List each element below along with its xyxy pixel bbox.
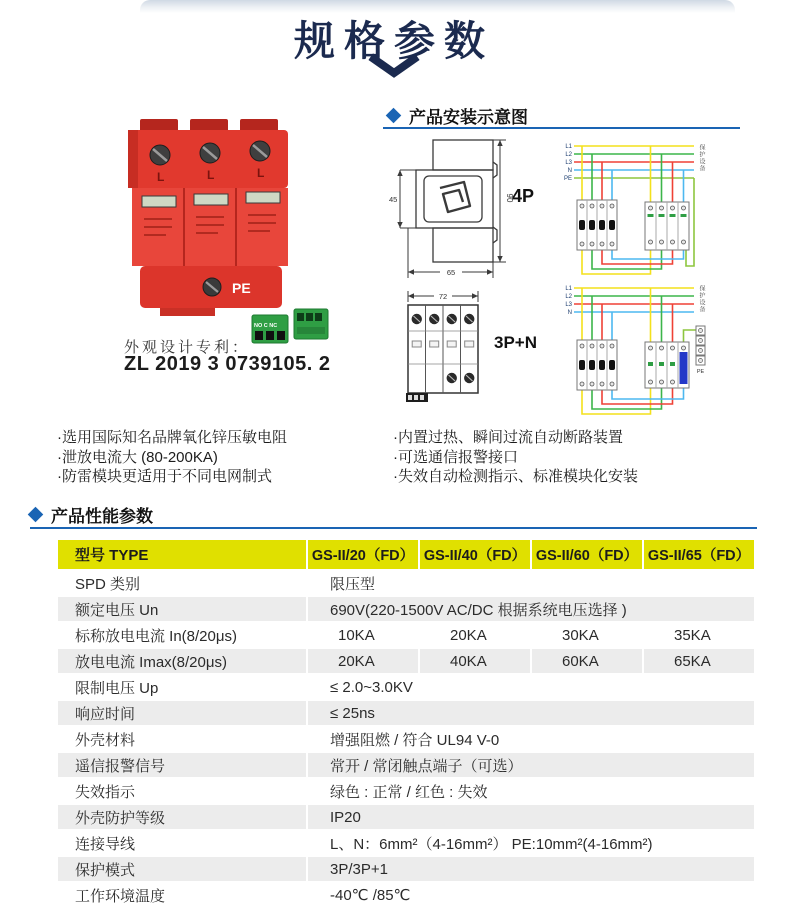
features-left [57,428,287,487]
feature-item: ·防雷模块更适用于不同电网制式 [57,468,272,485]
installation-section-title: 产品安装示意图 [409,108,528,127]
table-row: SPD 类别 限压型 [58,571,754,595]
load-label-3pn: 保护设备 [698,285,704,313]
npe-module [680,352,688,384]
label-3pn: 3P+N [494,333,537,352]
device-pe-label: PE [232,280,251,296]
pe-terminal-label: PE [696,369,705,375]
table-row: 外壳材料 增强阻燃 / 符合 UL94 V-0 [58,727,754,751]
installation-underline [383,127,740,129]
table-row: 遥信报警信号 常开 / 常闭触点端子（可选） [58,753,754,777]
svg-text:N: N [567,168,572,174]
features-right [393,428,638,487]
label-4p: 4P [512,186,535,206]
svg-text:L2: L2 [565,152,572,158]
table-header-row [58,540,754,569]
col-header: GS-II/40（FD） [420,540,530,569]
chevron-down-icon [370,56,418,78]
device-l1-label: L [157,170,165,184]
relay-terminal-blocks [252,309,328,343]
wire-line-labels [564,144,573,182]
feature-item: ·选用国际知名品牌氧化锌压敏电阻 [57,429,287,446]
load-label-4p: 保护设备 [698,144,704,172]
breaker-block-2 [577,340,617,390]
svg-text:L2: L2 [565,294,572,300]
device-l3-label: L [257,166,265,180]
feature-item: ·泄放电流大 (80-200KA) [57,448,218,466]
spec-table [56,538,756,909]
col-header: 型号 TYPE [58,540,306,569]
dim-45-label: 45 [389,195,398,204]
table-row: 失效指示 绿色 : 正常 / 红色 : 失效 [58,779,754,803]
spd-block [645,202,689,250]
performance-section-title: 产品性能参数 [51,507,153,526]
diamond-icon [28,507,44,523]
svg-text:N: N [567,310,572,316]
table-row: 保护模式 3P/3P+1 [58,857,754,881]
dim-65-label: 65 [446,268,456,277]
feature-item: ·失效自动检测指示、标准模块化安装 [393,468,638,485]
svg-text:L1: L1 [565,286,572,292]
din-foot [160,308,215,316]
svg-text:L3: L3 [565,302,572,308]
table-row: 放电电流 Imax(8/20μs) 20KA 40KA 60KA 65KA [58,649,754,673]
device-l2-label: L [207,168,215,182]
table-row: 响应时间 ≤ 25ns [58,701,754,725]
table-row: 连接导线 L、N：6mm²（4-16mm²） PE:10mm²(4-16mm²) [58,831,754,855]
table-row: 标称放电电流 In(8/20μs) 10KA 20KA 30KA 35KA [58,623,754,647]
diamond-icon [386,108,402,124]
col-header: GS-II/65（FD） [644,540,754,569]
spd-block-2 [645,342,689,388]
table-row: 限制电压 Up ≤ 2.0~3.0KV [58,675,754,699]
wire-line-labels-2 [565,286,572,316]
breaker-block [577,200,617,250]
col-header: GS-II/20（FD） [308,540,418,569]
product-photo [100,115,340,347]
wiring-diagram-4p [560,136,748,284]
dimension-drawing-3pn [388,286,548,420]
relay-terminal-label: NO C NC [254,323,278,329]
installation-section-header [388,103,528,128]
performance-underline [30,527,757,529]
table-row: 额定电压 Un 690V(220-1500V AC/DC 根据系统电压选择 ) [58,597,754,621]
dim-72-label: 72 [438,292,448,301]
pe-terminal-strip [696,326,705,375]
feature-item: ·内置过热、瞬间过流自动断路装置 [393,429,623,446]
feature-item: ·可选通信报警接口 [393,448,518,466]
page-title: 规格参数 [294,18,494,64]
table-row: 外壳防护等级 IP20 [58,805,754,829]
svg-text:L3: L3 [565,160,572,166]
dim-90-label: 90 [505,193,514,203]
svg-text:L1: L1 [565,144,572,150]
col-header: GS-II/60（FD） [532,540,642,569]
dimension-drawing-4p [388,132,548,287]
patent-label: 外观设计专利： [124,339,251,356]
wiring-diagram-3pn [560,282,748,424]
performance-section-header [30,502,153,527]
svg-text:PE: PE [563,176,572,182]
table-row: 工作环境温度 -40℃ /85℃ [58,883,754,907]
device-shade [128,130,138,188]
patent-number: ZL 2019 3 0739105. 2 [124,353,331,375]
